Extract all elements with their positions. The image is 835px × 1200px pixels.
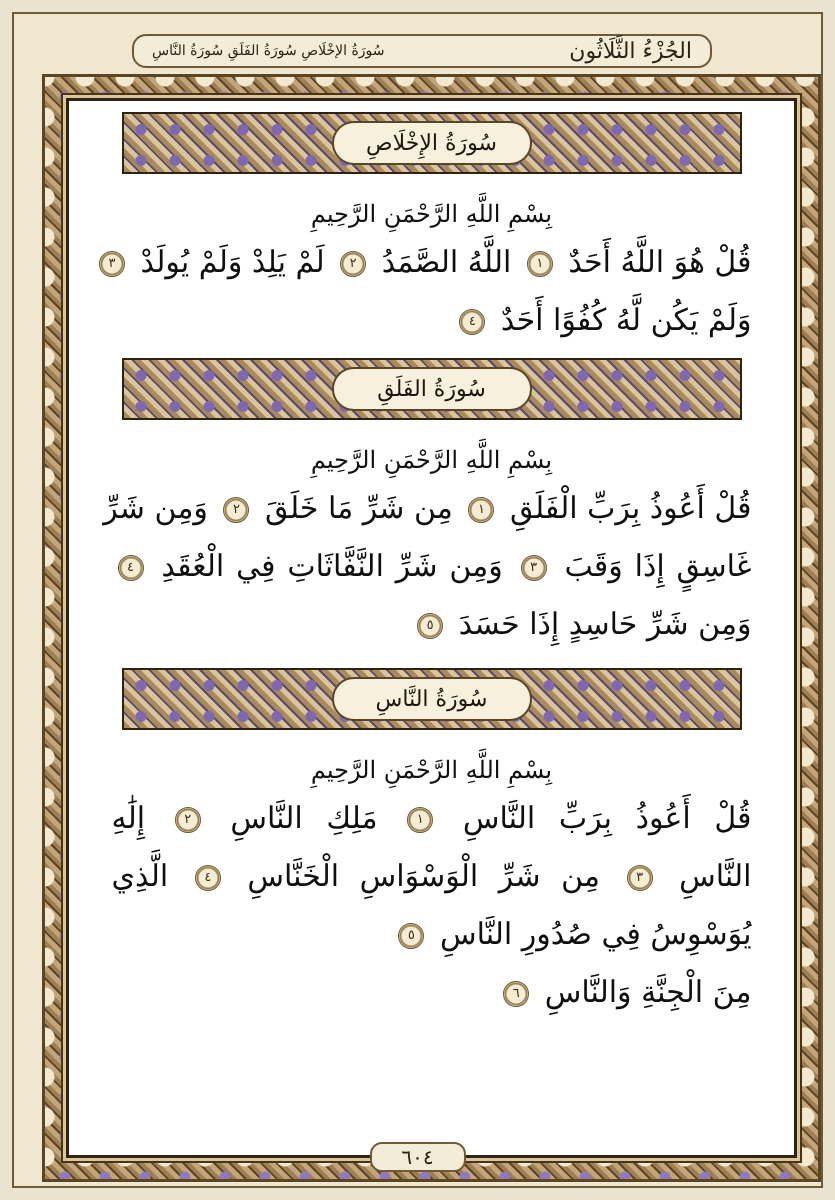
ayah-line bbox=[112, 538, 752, 596]
basmala: بِسْمِ اللَّهِ الرَّحْمَنِ الرَّحِيمِ bbox=[310, 446, 553, 474]
ayah-block bbox=[103, 480, 752, 654]
ayah-text: غَاسِقٍ إِذَا وَقَبَ bbox=[564, 549, 752, 584]
surah-banner bbox=[122, 358, 742, 420]
ayah-number-marker: ٣ bbox=[99, 251, 125, 277]
ayah-number-marker: ٤ bbox=[195, 865, 221, 891]
ayah-number-marker: ٥ bbox=[417, 613, 443, 639]
ayah-number-marker: ١ bbox=[527, 251, 553, 277]
ayah-text: الَّذِي bbox=[111, 859, 169, 894]
ayah-text: مِن شَرِّ الْوَسْوَاسِ الْخَنَّاسِ bbox=[247, 859, 600, 894]
surah-nas bbox=[84, 668, 779, 1022]
ayah-text: النَّاسِ bbox=[679, 859, 752, 894]
ayah-line bbox=[112, 848, 752, 906]
ayah-line bbox=[108, 234, 752, 292]
page-number: ٦٠٤ bbox=[370, 1142, 466, 1172]
ayah-text: مِنَ الْجِنَّةِ وَالنَّاسِ bbox=[544, 975, 752, 1010]
ayah-text: مِن شَرِّ مَا خَلَقَ bbox=[264, 491, 453, 526]
ayah-line bbox=[112, 964, 752, 1022]
ayah-text: قُلْ هُوَ اللَّهُ أَحَدٌ bbox=[568, 245, 752, 280]
ayah-block bbox=[108, 234, 752, 350]
ayah-number-marker: ٤ bbox=[459, 309, 485, 335]
ayah-text: يُوَسْوِسُ فِي صُدُورِ النَّاسِ bbox=[439, 917, 752, 952]
ayah-text: وَمِن شَرِّ bbox=[103, 491, 208, 526]
page-header bbox=[132, 34, 712, 68]
ayah-text: مَلِكِ النَّاسِ bbox=[230, 801, 378, 836]
ayah-number-marker: ٢ bbox=[340, 251, 366, 277]
ayah-line bbox=[112, 596, 752, 654]
surah-falaq bbox=[84, 358, 779, 654]
ayah-text: قُلْ أَعُوذُ بِرَبِّ النَّاسِ bbox=[462, 801, 752, 836]
juz-title: الجُزْءُ الثَّلَاثُون bbox=[569, 38, 692, 64]
ayah-number-marker: ٦ bbox=[503, 981, 529, 1007]
ayah-text: وَلَمْ يَكُن لَّهُ كُفُوًا أَحَدٌ bbox=[500, 303, 752, 338]
page-content bbox=[84, 106, 779, 1144]
ayah-number-marker: ٢ bbox=[175, 807, 201, 833]
ayah-block bbox=[112, 790, 752, 1022]
ayah-line bbox=[112, 292, 752, 350]
mushaf-page bbox=[12, 12, 823, 1188]
ayah-number-marker: ١ bbox=[407, 807, 433, 833]
basmala: بِسْمِ اللَّهِ الرَّحْمَنِ الرَّحِيمِ bbox=[310, 200, 553, 228]
ayah-line bbox=[112, 906, 752, 964]
ayah-number-marker: ٢ bbox=[223, 497, 249, 523]
ayah-text: وَمِن شَرِّ حَاسِدٍ إِذَا حَسَدَ bbox=[458, 607, 752, 642]
ayah-line bbox=[112, 790, 752, 848]
surah-title: سُورَةُ الإِخْلَاصِ bbox=[332, 121, 532, 165]
header-surah-names: سُورَةُ الإخْلَاصِ سُورَةُ الفَلَقِ سُورَةُ النَّاسِ bbox=[152, 43, 385, 59]
surah-banner bbox=[122, 668, 742, 730]
ayah-text: وَمِن شَرِّ النَّفَّاثَاتِ فِي الْعُقَدِ bbox=[161, 549, 503, 584]
ayah-text: إِلَٰهِ bbox=[111, 801, 146, 836]
ayah-text: قُلْ أَعُوذُ بِرَبِّ الْفَلَقِ bbox=[509, 491, 752, 526]
ayah-number-marker: ٣ bbox=[627, 865, 653, 891]
surah-title: سُورَةُ النَّاسِ bbox=[332, 677, 532, 721]
ayah-number-marker: ٣ bbox=[521, 555, 547, 581]
surah-title: سُورَةُ الفَلَقِ bbox=[332, 367, 532, 411]
surah-banner bbox=[122, 112, 742, 174]
surah-ikhlas bbox=[84, 112, 779, 350]
basmala: بِسْمِ اللَّهِ الرَّحْمَنِ الرَّحِيمِ bbox=[310, 756, 553, 784]
ayah-number-marker: ٤ bbox=[118, 555, 144, 581]
ayah-number-marker: ٥ bbox=[398, 923, 424, 949]
ayah-line bbox=[103, 480, 752, 538]
ayah-number-marker: ١ bbox=[468, 497, 494, 523]
ayah-text: اللَّهُ الصَّمَدُ bbox=[381, 245, 512, 280]
ayah-text: لَمْ يَلِدْ وَلَمْ يُولَدْ bbox=[140, 245, 325, 280]
